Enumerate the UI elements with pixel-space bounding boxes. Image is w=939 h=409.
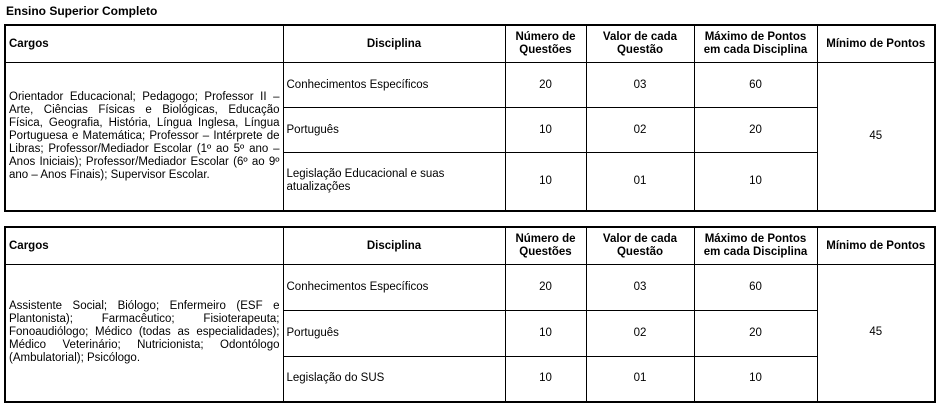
numero-cell: 20 bbox=[505, 63, 586, 108]
valor-cell: 01 bbox=[586, 153, 694, 211]
numero-cell: 10 bbox=[505, 311, 586, 357]
disciplina-cell: Conhecimentos Específicos bbox=[283, 265, 505, 311]
header-disciplina: Disciplina bbox=[283, 25, 505, 63]
header-disciplina: Disciplina bbox=[283, 227, 505, 265]
header-maximo-pontos: Máximo de Pontos em cada Disciplina bbox=[694, 25, 817, 63]
numero-cell: 10 bbox=[505, 108, 586, 153]
header-valor-questao: Valor de cada Questão bbox=[586, 227, 694, 265]
minimo-cell: 45 bbox=[817, 63, 935, 211]
disciplina-cell: Português bbox=[283, 311, 505, 357]
header-cargos: Cargos bbox=[5, 227, 283, 265]
header-minimo-pontos: Mínimo de Pontos bbox=[817, 25, 935, 63]
numero-cell: 10 bbox=[505, 153, 586, 211]
maximo-cell: 60 bbox=[694, 265, 817, 311]
disciplina-cell: Legislação Educacional e suas atualizações bbox=[283, 153, 505, 211]
header-numero-questoes: Número de Questões bbox=[505, 227, 586, 265]
maximo-cell: 20 bbox=[694, 311, 817, 357]
score-table-2 bbox=[4, 226, 936, 403]
cargos-cell: Assistente Social; Biólogo; Enfermeiro (ESF e Plantonista); Farmacêutico; Fisioterapeuta; Fonoaudiólogo; Médico (todas as especialidades); Médico Veterinário; Nutricionista; Odontólogo (Ambulatorial); Psicólogo. bbox=[5, 265, 283, 402]
maximo-cell: 10 bbox=[694, 357, 817, 402]
header-maximo-pontos: Máximo de Pontos em cada Disciplina bbox=[694, 227, 817, 265]
table-row bbox=[5, 63, 935, 108]
header-cargos: Cargos bbox=[5, 25, 283, 63]
maximo-cell: 60 bbox=[694, 63, 817, 108]
disciplina-cell: Conhecimentos Específicos bbox=[283, 63, 505, 108]
header-valor-questao: Valor de cada Questão bbox=[586, 25, 694, 63]
table-header-row bbox=[5, 227, 935, 265]
section-title: Ensino Superior Completo bbox=[6, 4, 158, 18]
header-numero-questoes: Número de Questões bbox=[505, 25, 586, 63]
maximo-cell: 10 bbox=[694, 153, 817, 211]
table-header-row bbox=[5, 25, 935, 63]
disciplina-cell: Português bbox=[283, 108, 505, 153]
valor-cell: 02 bbox=[586, 311, 694, 357]
minimo-cell: 45 bbox=[817, 265, 935, 402]
table-row bbox=[5, 265, 935, 311]
score-table-1 bbox=[4, 24, 936, 212]
disciplina-cell: Legislação do SUS bbox=[283, 357, 505, 402]
numero-cell: 10 bbox=[505, 357, 586, 402]
maximo-cell: 20 bbox=[694, 108, 817, 153]
valor-cell: 02 bbox=[586, 108, 694, 153]
numero-cell: 20 bbox=[505, 265, 586, 311]
cargos-cell: Orientador Educacional; Pedagogo; Professor II – Arte, Ciências Físicas e Biológicas, Educação Física, Geografia, História, Língua Inglesa, Língua Portuguesa e Matemática; Professor – Intérprete de Libras; Professor/Mediador Escolar (1º ao 5º ano – Anos Iniciais); Professor/Mediador Escolar (6º ao 9º ano – Anos Finais); Supervisor Escolar. bbox=[5, 63, 283, 211]
valor-cell: 03 bbox=[586, 63, 694, 108]
valor-cell: 01 bbox=[586, 357, 694, 402]
header-minimo-pontos: Mínimo de Pontos bbox=[817, 227, 935, 265]
valor-cell: 03 bbox=[586, 265, 694, 311]
